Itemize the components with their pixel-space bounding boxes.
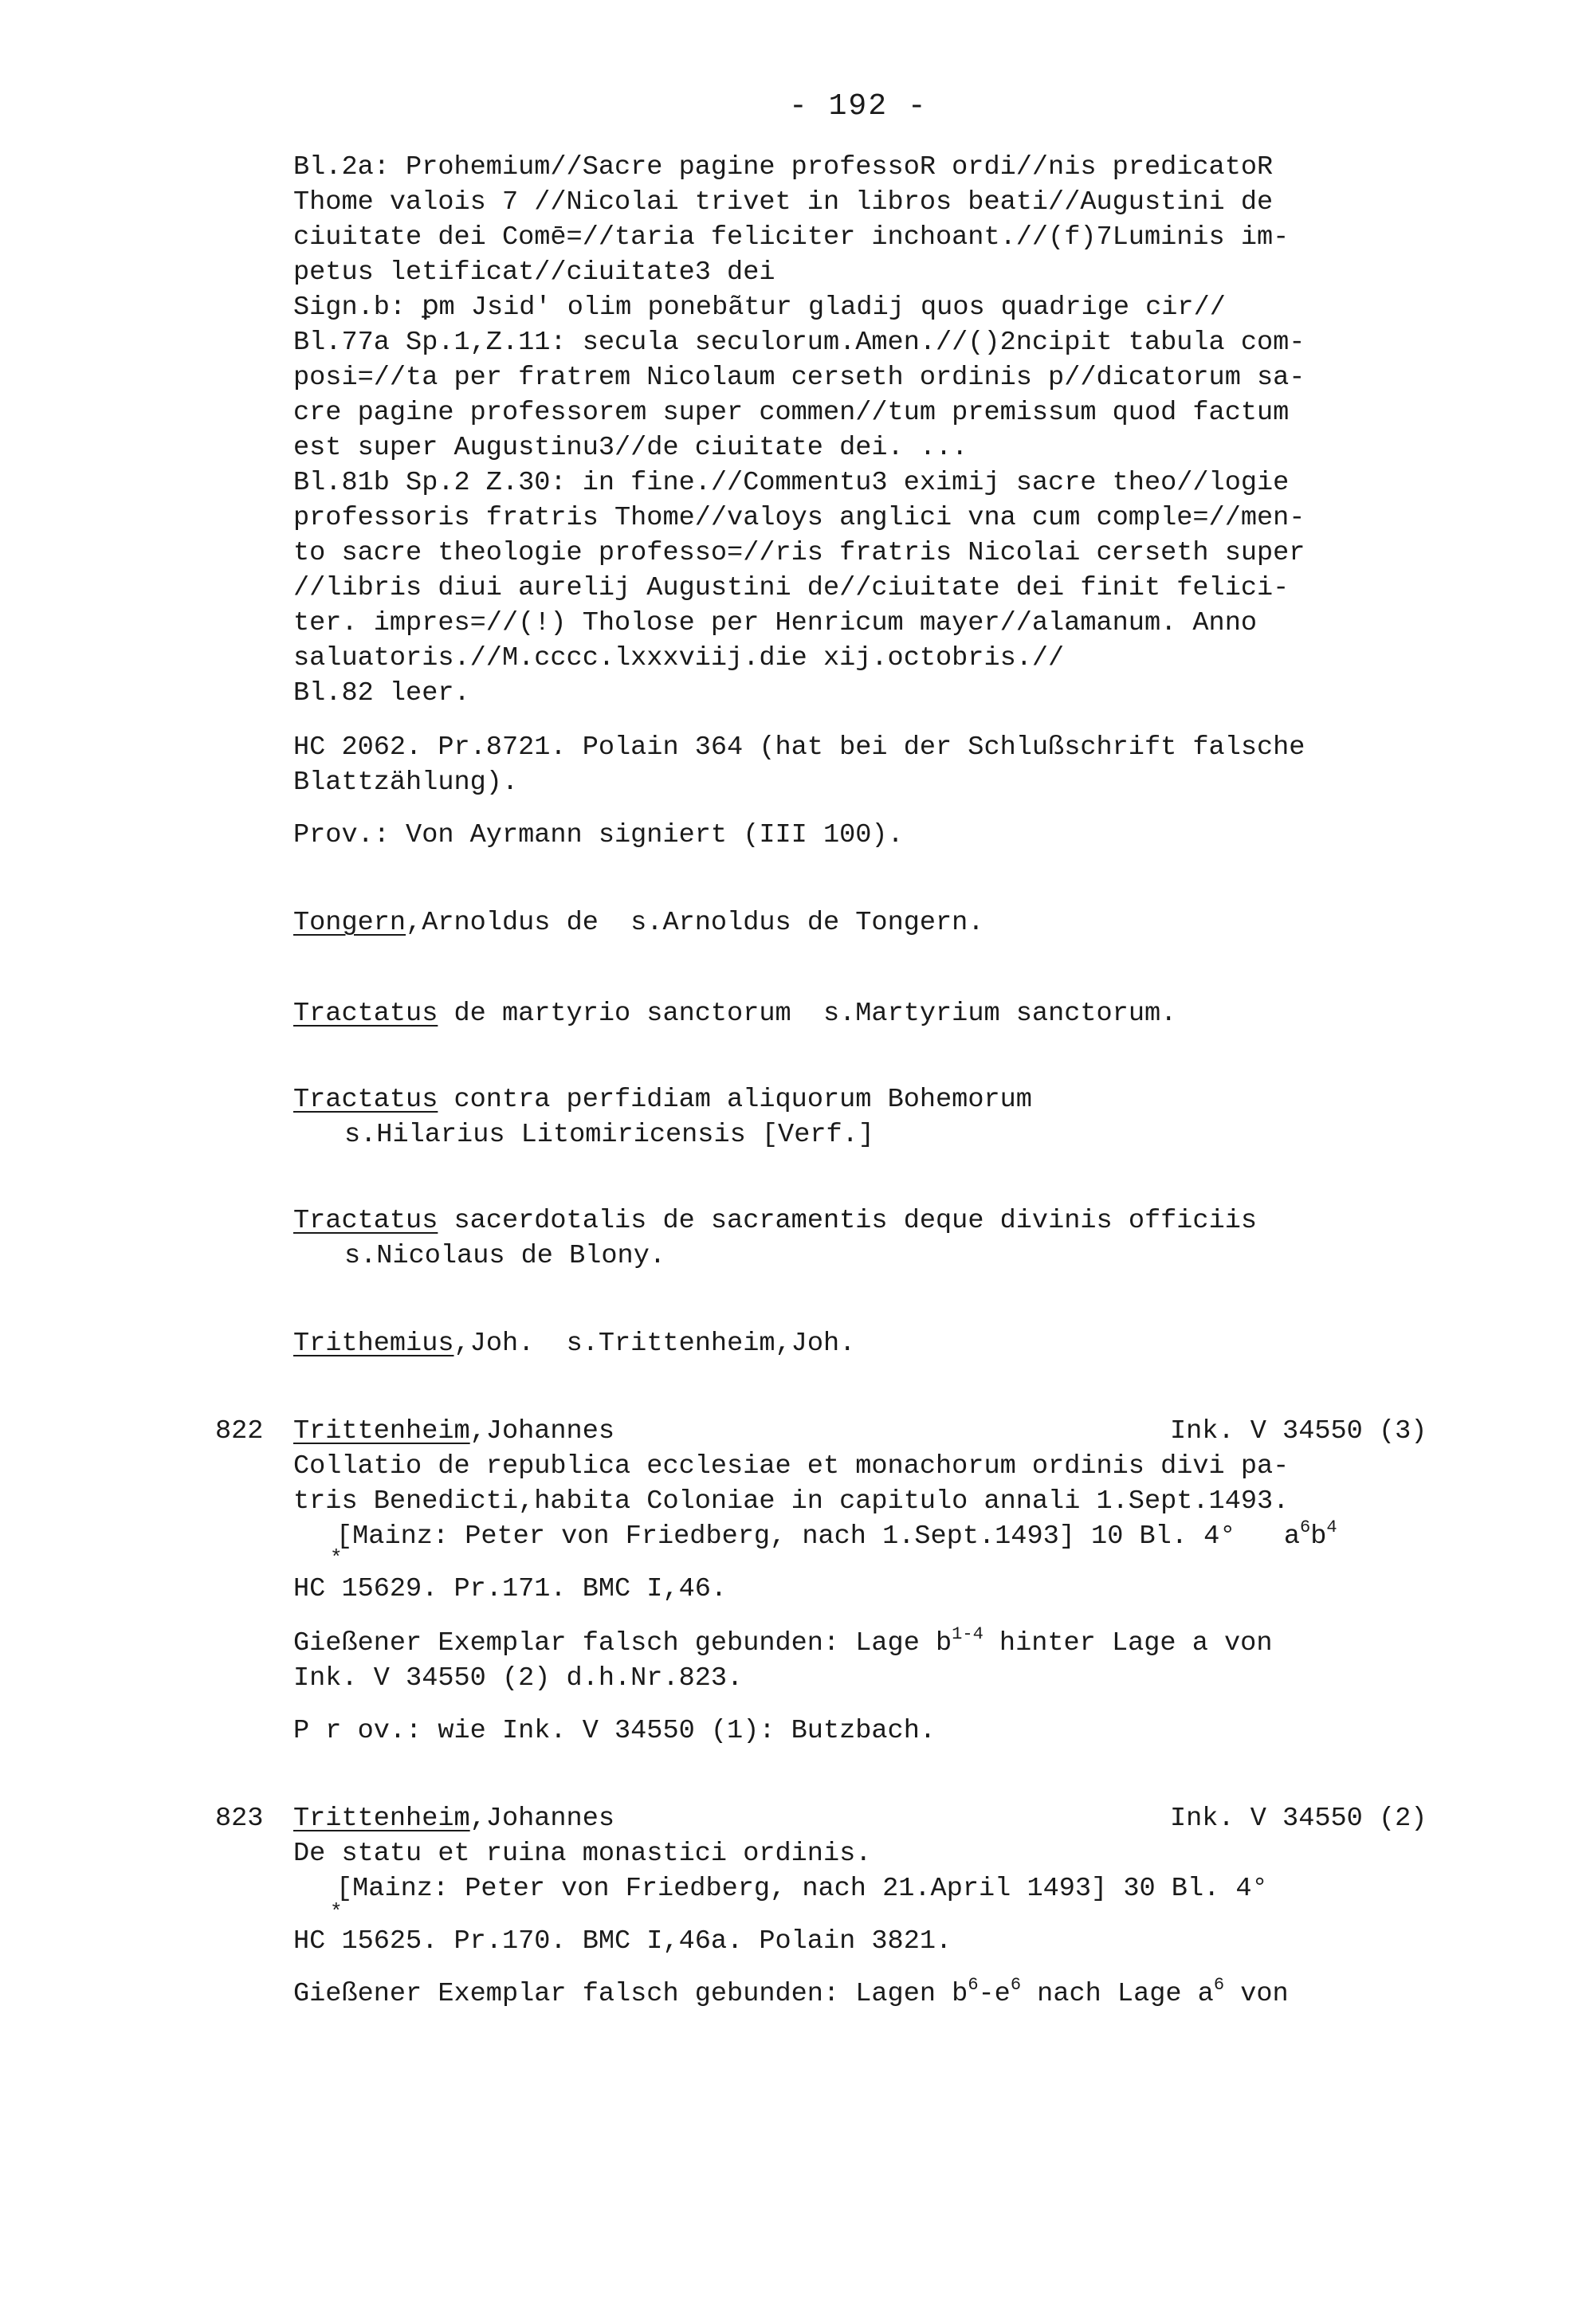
provenance: Prov.: Von Ayrmann signiert (III 100). [293, 820, 904, 850]
collation: $a^6b^4$ [1283, 1517, 1337, 1552]
text-line: professoris fratris Thome//valoys anglici vna cum comple=//men- [293, 503, 1305, 533]
text-line: Bl.2a: Prohemium//Sacre pagine professoR ordi//nis predicatoR [293, 152, 1274, 183]
xref-head: Tractatus [293, 1085, 438, 1115]
xref-sub: s.Nicolaus de Blony. [344, 1241, 666, 1271]
xref-line [293, 905, 983, 940]
xref-line [293, 1082, 1032, 1117]
text-line: est super Augustinu3//de ciuitate dei. ... [293, 433, 968, 463]
shelfmark: Ink. V 34550 (3) [1170, 1416, 1427, 1447]
text-line: Bl.77a Sp.1,Z.11: secula seculorum.Amen.//()2ncipit tabula com- [293, 328, 1305, 358]
shelfmark: Ink. V 34550 (2) [1170, 1804, 1427, 1834]
text-line: Bl.82 leer. [293, 678, 470, 709]
references: HC 15625. Pr.170. BMC I,46a. Polain 3821. [293, 1926, 952, 1957]
xref-head: Tractatus [293, 1206, 438, 1236]
entry-heading [293, 1801, 614, 1836]
entry-number: 823 [215, 1804, 264, 1834]
xref-line [293, 996, 1176, 1031]
xref-sub: s.Hilarius Litomiricensis [Verf.] [344, 1120, 874, 1150]
text-line: petus letificat//ciuitate3 dei [293, 257, 775, 288]
text-line: saluatoris.//M.cccc.lxxxviij.die xij.octobris.// [293, 643, 1065, 673]
xref-text: de martyrio sanctorum s.Martyrium sanctorum. [438, 999, 1177, 1029]
imprint-text: [Mainz: Peter von Friedberg, nach 1.Sept.1493] 10 Bl. 4° [336, 1521, 1236, 1552]
author-head: Trittenheim [293, 1804, 470, 1834]
text-line: //libris diui aurelij Augustini de//ciuitate dei finit felici- [293, 573, 1290, 603]
note-line: Gießener Exemplar falsch gebunden: Lage $b^{1-4}$ hinter Lage a von [293, 1624, 1273, 1659]
xref-head: Tongern [293, 908, 406, 938]
text-line: Sign.b: ꝑm Jsid' olim ponebãtur gladij quos quadrige cir// [293, 292, 1226, 323]
title-line: Collatio de republica ecclesiae et monachorum ordinis divi pa- [293, 1451, 1290, 1482]
xref-text: contra perfidiam aliquorum Bohemorum [438, 1085, 1032, 1115]
asterisk-mark: * [330, 1900, 343, 1924]
references: HC 15629. Pr.171. BMC I,46. [293, 1574, 728, 1604]
text-line: to sacre theologie professo=//ris fratris Nicolai cerseth super [293, 538, 1305, 568]
text-line: Thome valois 7 //Nicolai trivet in libros beati//Augustini de [293, 187, 1274, 218]
text-line: ter. impres=//(!) Tholose per Henricum mayer//alamanum. Anno [293, 608, 1258, 638]
text-line: posi=//ta per fratrem Nicolaum cerseth ordinis p//dicatorum sa- [293, 363, 1305, 393]
imprint: [Mainz: Peter von Friedberg, nach 21.April 1493] 30 Bl. 4° [336, 1874, 1268, 1904]
note-line: Ink. V 34550 (2) d.h.Nr.823. [293, 1663, 744, 1694]
author-head: Trittenheim [293, 1416, 470, 1447]
entry-heading [293, 1414, 614, 1449]
author-rest: ,Johannes [469, 1804, 615, 1834]
note-line: Gießener Exemplar falsch gebunden: Lagen $b^6-e^6$ nach Lage $a^6$ von [293, 1975, 1289, 2009]
title-line: De statu et ruina monastici ordinis. [293, 1839, 872, 1869]
xref-head: Tractatus [293, 999, 438, 1029]
xref-text: ,Arnoldus de s.Arnoldus de Tongern. [406, 908, 984, 938]
page-number: - 192 - [789, 89, 928, 124]
xref-text: ,Joh. s.Trittenheim,Joh. [453, 1329, 856, 1359]
entry-number: 822 [215, 1416, 264, 1447]
text-line: cre pagine professorem super commen//tum premissum quod factum [293, 398, 1290, 428]
imprint [336, 1519, 1337, 1557]
xref-line [293, 1203, 1257, 1239]
xref-text: sacerdotalis de sacramentis deque divinis officiis [438, 1206, 1258, 1236]
xref-head: Trithemius [293, 1329, 454, 1359]
author-rest: ,Johannes [469, 1416, 615, 1447]
text-line: ciuitate dei Comē=//taria feliciter inchoant.//(f)7Luminis im- [293, 222, 1290, 253]
xref-line [293, 1326, 855, 1361]
provenance: P r ov.: wie Ink. V 34550 (1): Butzbach. [293, 1716, 936, 1746]
asterisk-mark: * [330, 1546, 343, 1570]
title-line: tris Benedicti,habita Coloniae in capitulo annali 1.Sept.1493. [293, 1486, 1290, 1517]
references: Blattzählung). [293, 767, 519, 798]
text-line: Bl.81b Sp.2 Z.30: in fine.//Commentu3 eximij sacre theo//logie [293, 468, 1290, 498]
references: HC 2062. Pr.8721. Polain 364 (hat bei der Schlußschrift falsche [293, 732, 1305, 763]
